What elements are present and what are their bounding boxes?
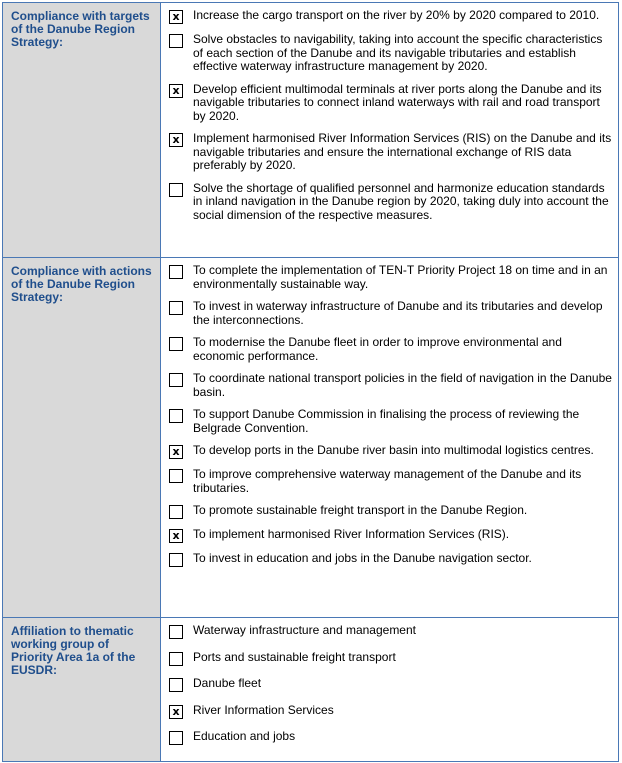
checklist-item-text: Education and jobs: [193, 729, 296, 743]
checkbox-unchecked[interactable]: [169, 183, 183, 197]
checklist-item: [169, 264, 612, 291]
checklist-item: [169, 651, 612, 666]
checkbox-unchecked[interactable]: [169, 409, 183, 423]
checklist-item: [169, 9, 612, 24]
checkbox-unchecked[interactable]: [169, 301, 183, 315]
checklist-item-text: To support Danube Commission in finalising the process of reviewing the Belgrade Convention.: [193, 407, 580, 435]
checkbox-unchecked[interactable]: [169, 678, 183, 692]
section-label: Affiliation to thematic working group of Priority Area 1a of the EUSDR:: [3, 618, 161, 762]
checklist-item: [169, 552, 612, 567]
checklist: [161, 258, 619, 618]
checklist-item: [169, 444, 612, 459]
checkbox-unchecked[interactable]: [169, 469, 183, 483]
checklist-item: [169, 132, 612, 173]
x-mark-icon: x: [172, 704, 180, 718]
checkbox-checked[interactable]: [169, 705, 183, 719]
section-label: Compliance with targets of the Danube Region Strategy:: [3, 3, 161, 258]
checkbox-unchecked[interactable]: [169, 265, 183, 279]
section-label: Compliance with actions of the Danube Region Strategy:: [3, 258, 161, 618]
checklist-item-text: Implement harmonised River Information Services (RIS) on the Danube and its navigable tributaries and ensure the international exchange of RIS data preferably by 2020.: [193, 131, 612, 172]
checkbox-unchecked[interactable]: [169, 34, 183, 48]
checkbox-unchecked[interactable]: [169, 505, 183, 519]
checkbox-checked[interactable]: [169, 133, 183, 147]
checklist-item: [169, 336, 612, 363]
checklist-item-text: To invest in waterway infrastructure of Danube and its tributaries and develop the interconnections.: [193, 299, 603, 327]
actions-section: [3, 258, 619, 618]
x-mark-icon: x: [172, 83, 180, 97]
checklist-item-text: To modernise the Danube fleet in order to improve environmental and economic performance.: [193, 335, 562, 363]
checklist-item-text: Waterway infrastructure and management: [193, 623, 416, 637]
checklist-item-text: To develop ports in the Danube river basin into multimodal logistics centres.: [193, 443, 594, 457]
checkbox-unchecked[interactable]: [169, 652, 183, 666]
checklist-item: [169, 300, 612, 327]
checklist-item-text: To coordinate national transport policies in the field of navigation in the Danube basin.: [193, 371, 612, 399]
checkbox-checked[interactable]: [169, 445, 183, 459]
checklist-item-text: Develop efficient multimodal terminals at river ports along the Danube and its navigable tributaries to connect inland waterways with rail and road transport by 2020.: [193, 81, 602, 123]
checklist-item: [169, 83, 612, 124]
checkbox-checked[interactable]: [169, 529, 183, 543]
x-mark-icon: x: [172, 529, 180, 542]
checkbox-unchecked[interactable]: [169, 625, 183, 639]
checkbox-checked[interactable]: [169, 84, 183, 98]
checklist-item-text: To promote sustainable freight transport in the Danube Region.: [193, 503, 528, 517]
x-mark-icon: x: [172, 445, 180, 458]
checklist-item: [169, 504, 612, 519]
checklist-item: [169, 704, 612, 719]
checklist-item-text: To improve comprehensive waterway management of the Danube and its tributaries.: [193, 467, 582, 495]
checklist-item-text: Increase the cargo transport on the river by 20% by 2020 compared to 2010.: [193, 8, 600, 22]
checklist: [161, 3, 619, 258]
checkbox-unchecked[interactable]: [169, 373, 183, 387]
checkbox-checked[interactable]: [169, 10, 183, 24]
checkbox-unchecked[interactable]: [169, 337, 183, 351]
checklist-item-text: To implement harmonised River Information Services (RIS).: [193, 527, 510, 541]
checklist-item: [169, 624, 612, 639]
checklist-item: [169, 182, 612, 223]
checklist: [161, 618, 619, 762]
checklist-item: [169, 372, 612, 399]
checklist-item-text: Danube fleet: [193, 676, 262, 690]
checklist-item-text: Solve obstacles to navigability, taking into account the specific characteristics of each section of the Danube and its navigable tributaries and establish effective waterway infrastructure management by 2020.: [193, 32, 603, 73]
checklist-item: [169, 33, 612, 74]
checkbox-unchecked[interactable]: [169, 553, 183, 567]
x-mark-icon: x: [172, 133, 180, 146]
checklist-item: [169, 408, 612, 435]
checkbox-unchecked[interactable]: [169, 731, 183, 745]
checklist-item: [169, 677, 612, 692]
checklist-item: [169, 730, 612, 745]
checklist-item-text: Solve the shortage of qualified personnel and harmonize education standards in inland navigation in the Danube region by 2020, taking duly into account the social dimension of the respective measures.: [193, 180, 609, 222]
checklist-item-text: Ports and sustainable freight transport: [193, 649, 396, 664]
checklist-item-text: River Information Services: [193, 702, 334, 717]
checklist-item-text: To complete the implementation of TEN-T Priority Project 18 on time and in an environmentally sustainable way.: [193, 263, 608, 291]
x-mark-icon: x: [172, 10, 180, 23]
checklist-item-text: To invest in education and jobs in the Danube navigation sector.: [193, 551, 532, 565]
checklist-item: [169, 528, 612, 543]
eusdr-compliance-table: [2, 2, 619, 762]
working-group-section: [3, 618, 619, 762]
checklist-item: [169, 468, 612, 495]
targets-section: [3, 3, 619, 258]
